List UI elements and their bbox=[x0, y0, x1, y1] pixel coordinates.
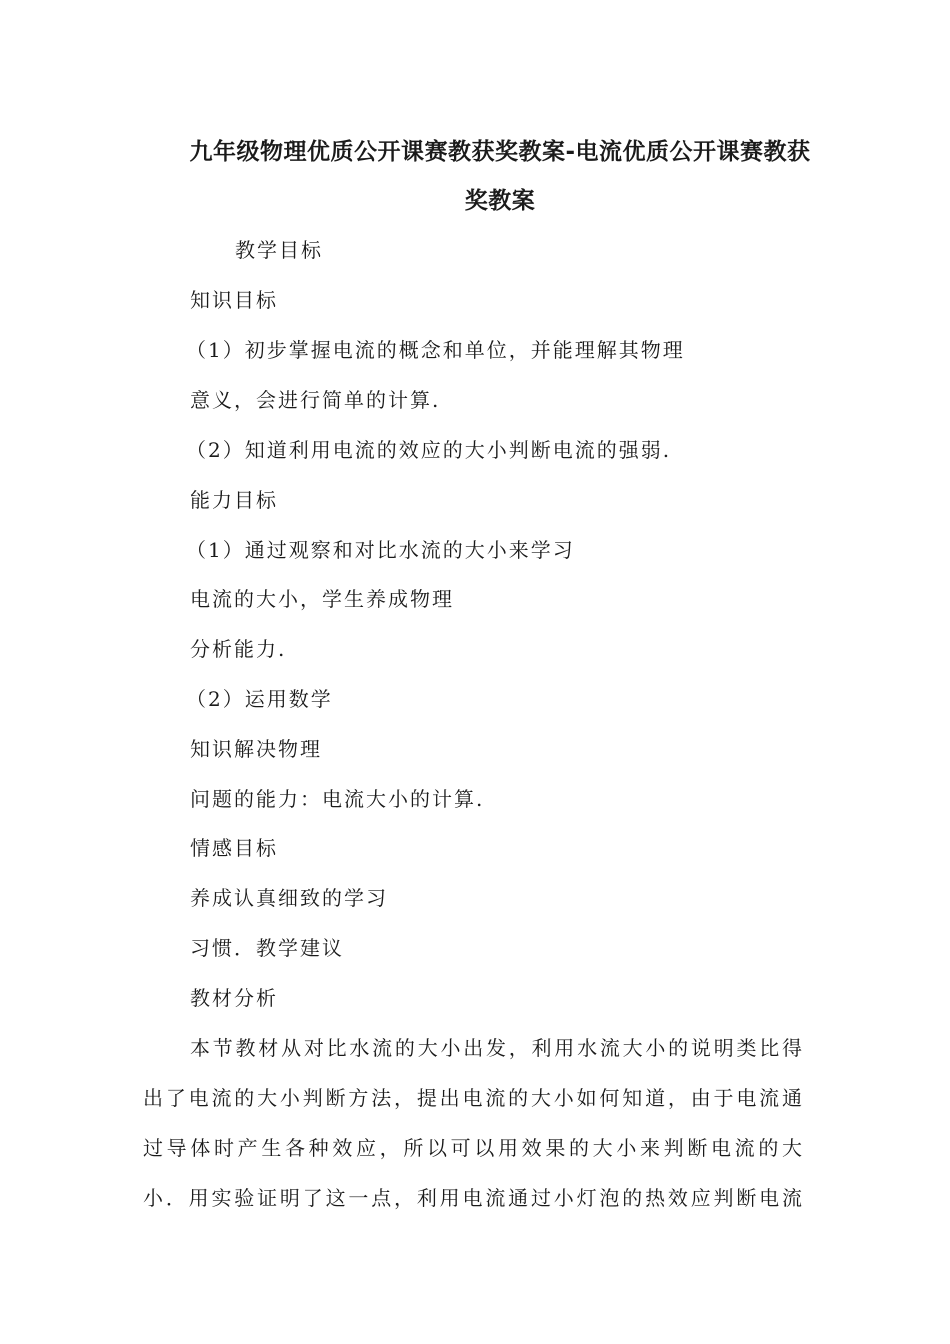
text-line: 电流的大小，学生养成物理 bbox=[190, 587, 454, 611]
subheading-ability-goals: 能力目标 bbox=[190, 488, 278, 512]
section-heading-teaching-goals: 教学目标 bbox=[235, 238, 323, 262]
subheading-knowledge-goals: 知识目标 bbox=[190, 288, 278, 312]
text-line: （1）初步掌握电流的概念和单位，并能理解其物理 bbox=[186, 338, 685, 362]
paragraph-line: 过导体时产生各种效应，所以可以用效果的大小来判断电流的大 bbox=[143, 1136, 803, 1160]
paragraph-line: 本节教材从对比水流的大小出发，利用水流大小的说明类比得 bbox=[190, 1036, 803, 1060]
subheading-textbook-analysis: 教材分析 bbox=[190, 986, 278, 1010]
text-line: （2）运用数学 bbox=[186, 687, 333, 711]
text-line: 问题的能力：电流大小的计算. bbox=[190, 787, 485, 811]
document-title-line-1: 九年级物理优质公开课赛教获奖教案-电流优质公开课赛教获 bbox=[189, 139, 811, 165]
subheading-emotional-goals: 情感目标 bbox=[190, 836, 278, 860]
document-title-line-2: 奖教案 bbox=[464, 188, 536, 214]
paragraph-line: 小．用实验证明了这一点，利用电流通过小灯泡的热效应判断电流 bbox=[143, 1186, 803, 1210]
text-line: 分析能力. bbox=[190, 637, 287, 661]
text-line: （2）知道利用电流的效应的大小判断电流的强弱. bbox=[186, 438, 672, 462]
text-line: 养成认真细致的学习 bbox=[190, 886, 388, 910]
text-line: （1）通过观察和对比水流的大小来学习 bbox=[186, 538, 575, 562]
text-line: 习惯．教学建议 bbox=[190, 936, 344, 960]
paragraph-line: 出了电流的大小判断方法，提出电流的大小如何知道，由于电流通 bbox=[143, 1086, 803, 1110]
text-line: 意义，会进行简单的计算. bbox=[190, 388, 441, 412]
text-line: 知识解决物理 bbox=[190, 737, 322, 761]
